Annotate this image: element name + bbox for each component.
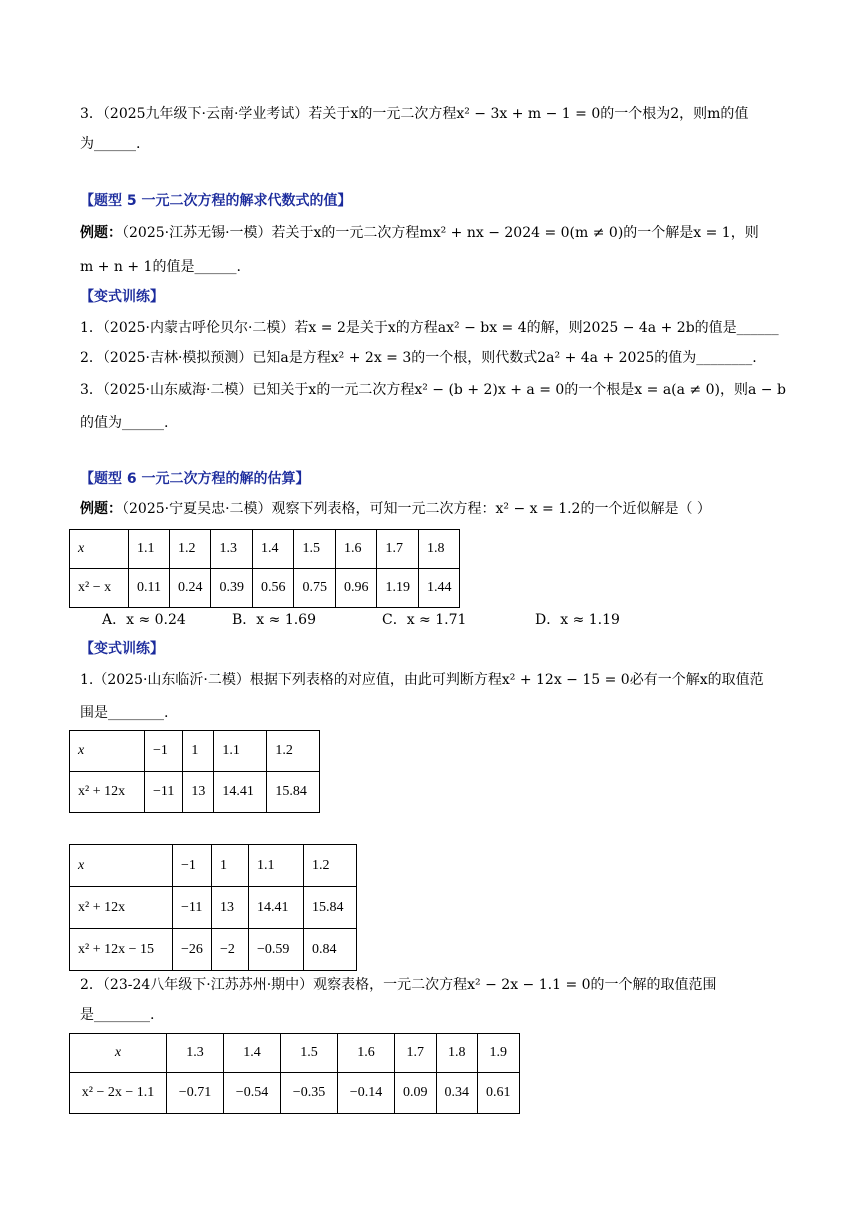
table-row: [70, 569, 460, 608]
table-row: [70, 731, 320, 772]
table-cell: 1: [212, 845, 249, 887]
option-d: D．x ≈ 1.19: [535, 612, 620, 628]
type-6-q2-line-2: 是________.: [80, 1007, 155, 1023]
table-cell: 1.3: [167, 1034, 224, 1073]
option-a: A．x ≈ 0.24: [102, 612, 186, 628]
table-cell: 1.6: [335, 530, 377, 569]
table-cell: −0.35: [281, 1073, 338, 1114]
table-cell: 1.7: [377, 530, 419, 569]
table-cell: x² − 2x − 1.1: [70, 1073, 167, 1114]
table-cell: −0.71: [167, 1073, 224, 1114]
table-cell: 1.6: [338, 1034, 395, 1073]
table-2: [69, 730, 320, 813]
table-cell: x² − x: [70, 569, 129, 608]
table-row: [70, 929, 357, 971]
table-cell: 14.41: [214, 772, 267, 813]
type-5-item-3: 3．（2025·山东威海·二模）已知关于x的一元二次方程x² − (b + 2)x + a = 0的一个根是x = a(a ≠ 0)，则a − b: [80, 382, 786, 398]
table-cell: 1.3: [211, 530, 253, 569]
table-cell: x² + 12x − 15: [70, 929, 173, 971]
table-cell: 1.19: [377, 569, 419, 608]
table-cell: x: [70, 1034, 167, 1073]
table-cell: 1.1: [129, 530, 170, 569]
table-cell: 0.56: [252, 569, 294, 608]
table-cell: 0.61: [478, 1073, 520, 1114]
type-6-variant-heading: 【变式训练】: [80, 641, 164, 657]
question-3-line-2: 为______.: [80, 136, 141, 152]
table-row: [70, 1073, 520, 1114]
type-6-q1-line-2: 围是________.: [80, 705, 169, 721]
table-cell: 1.2: [267, 731, 320, 772]
table-cell: 0.96: [335, 569, 377, 608]
table-3: [69, 844, 357, 971]
table-1: [69, 529, 460, 608]
table-cell: x² + 12x: [70, 887, 173, 929]
table-cell: 1: [183, 731, 214, 772]
table-row: [70, 530, 460, 569]
table-cell: −0.54: [224, 1073, 281, 1114]
type-5-example-line-1: [80, 223, 759, 243]
type-6-q1-line-1: 1.（2025·山东临沂·二模）根据下列表格的对应值，由此可判断方程x² + 12x − 15 = 0必有一个解x的取值范: [80, 672, 764, 688]
table-cell: 0.75: [294, 569, 336, 608]
table-cell: −2: [212, 929, 249, 971]
type-6-heading: 【题型 6 一元二次方程的解的估算】: [80, 471, 310, 487]
type-5-variant-heading: 【变式训练】: [80, 289, 164, 305]
table-cell: 0.34: [436, 1073, 478, 1114]
table-cell: 1.7: [395, 1034, 437, 1073]
table-cell: 1.5: [294, 530, 336, 569]
type-5-item-3-cont: 的值为______.: [80, 415, 169, 431]
table-cell: 13: [212, 887, 249, 929]
table-row: [70, 887, 357, 929]
question-3-line-1: 3．（2025九年级下·云南·学业考试）若关于x的一元二次方程x² − 3x + m − 1 = 0的一个根为2，则m的值: [80, 106, 749, 122]
table-cell: 1.5: [281, 1034, 338, 1073]
table-cell: −26: [173, 929, 212, 971]
table-cell: 1.4: [252, 530, 294, 569]
example-label: 例题：: [80, 501, 122, 517]
table-cell: −11: [173, 887, 212, 929]
option-b: B．x ≈ 1.69: [232, 612, 316, 628]
table-cell: −1: [173, 845, 212, 887]
table-cell: 1.4: [224, 1034, 281, 1073]
table-row: [70, 772, 320, 813]
table-cell: 1.2: [169, 530, 211, 569]
option-c: C．x ≈ 1.71: [382, 612, 467, 628]
table-cell: 1.44: [418, 569, 460, 608]
table-cell: 0.11: [129, 569, 170, 608]
table-cell: 1.8: [436, 1034, 478, 1073]
table-cell: x: [70, 530, 129, 569]
table-cell: −0.14: [338, 1073, 395, 1114]
table-row: [70, 845, 357, 887]
type-5-item-1: 1．（2025·内蒙古呼伦贝尔·二模）若x = 2是关于x的方程ax² − bx = 4的解，则2025 − 4a + 2b的值是______: [80, 320, 779, 336]
table-cell: −11: [145, 772, 183, 813]
table-cell: 15.84: [267, 772, 320, 813]
example-label: 例题：: [80, 225, 122, 241]
table-cell: x: [70, 845, 173, 887]
table-4: [69, 1033, 520, 1114]
table-row: [70, 1034, 520, 1073]
table-cell: 13: [183, 772, 214, 813]
table-cell: 15.84: [304, 887, 357, 929]
table-cell: x² + 12x: [70, 772, 145, 813]
table-cell: −1: [145, 731, 183, 772]
table-cell: 1.1: [214, 731, 267, 772]
type-5-item-2: 2．（2025·吉林·模拟预测）已知a是方程x² + 2x = 3的一个根，则代数式2a² + 4a + 2025的值为________.: [80, 350, 757, 366]
type-5-example-line-2: m + n + 1的值是______.: [80, 259, 241, 275]
example-text: （2025·江苏无锡·一模）若关于x的一元二次方程mx² + nx − 2024 = 0(m ≠ 0)的一个解是x = 1，则: [122, 225, 759, 241]
table-cell: 0.39: [211, 569, 253, 608]
type-6-q2-line-1: 2．（23-24八年级下·江苏苏州·期中）观察表格，一元二次方程x² − 2x − 1.1 = 0的一个解的取值范围: [80, 977, 717, 993]
table-cell: 1.2: [304, 845, 357, 887]
table-cell: 1.9: [478, 1034, 520, 1073]
table-cell: 1.8: [418, 530, 460, 569]
table-cell: x: [70, 731, 145, 772]
table-cell: 0.09: [395, 1073, 437, 1114]
example-text: （2025·宁夏吴忠·二模）观察下列表格，可知一元二次方程：x² − x = 1.2的一个近似解是（ ）: [122, 501, 711, 517]
type-5-heading: 【题型 5 一元二次方程的解求代数式的值】: [80, 193, 352, 209]
table-cell: 1.1: [249, 845, 304, 887]
type-6-example: [80, 499, 711, 519]
table-cell: 0.84: [304, 929, 357, 971]
table-cell: −0.59: [249, 929, 304, 971]
table-cell: 0.24: [169, 569, 211, 608]
table-cell: 14.41: [249, 887, 304, 929]
